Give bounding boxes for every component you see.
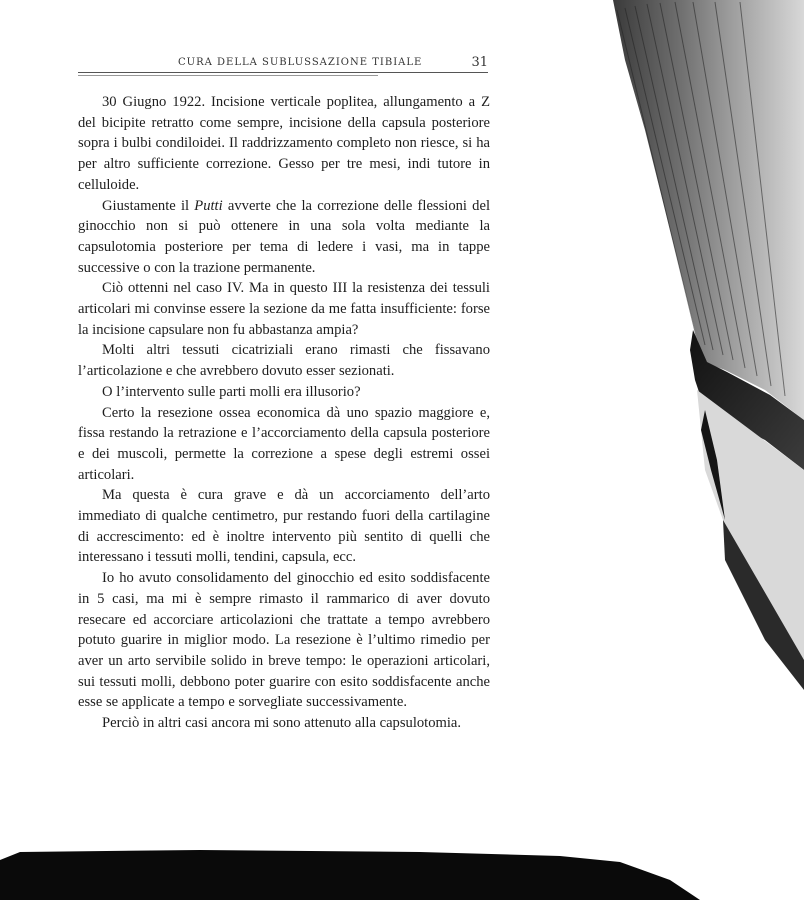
paragraph-8: Io ho avuto consolidamento del ginocchio ed esito soddisfacente in 5 casi, ma mi è sempre rimasto il rammarico di aver dovuto resecare ed accorciare articolazioni che trattate a tempo avrebbero potuto guarire in miglior modo. La resezione è l’ultimo rimedio per aver un arto servibile solido in breve tempo: le operazioni articolari, sui tessuti molli, debbono poter guarire con esito soddisfacente anche esse se applicate a tempo e sorvegliate successivamente. [78, 570, 490, 711]
paragraph-2: Giustamente il Putti avverte che la correzione delle flessioni del ginocchio non si può ottenere in una sola volta mediante la capsulotomia posteriore per tema di ledere i vasi, ma in tappe successive o con la trazione permanente. [78, 197, 491, 276]
header-rule-secondary [78, 75, 378, 76]
paragraph-7: Ma questa è cura grave e dà un accorciamento dell’arto immediato di qualche centimetro, pur restando fuori della cartilagine di accrescimento: ed è inoltre intervento più sentito di quelli che interessano i tessuti molli, tendini, capsula, ecc. [78, 487, 490, 566]
paragraph-3: Ciò ottenni nel caso IV. Ma in questo III la resistenza dei tessuli articolari mi convinse essere la sezione da me fatta insufficiente: forse la incisione capsulare non fu abbastanza ampia? [78, 280, 490, 338]
paragraph-4: Molti altri tessuti cicatriziali erano rimasti che fissavano l’articolazione e che avrebbero dovuto esser sezionati. [78, 342, 490, 380]
paragraph-6: Certo la resezione ossea economica dà uno spazio maggiore e, fissa restando la retrazione e l’accorciamento della capsula posteriore e dei muscoli, permette la correzione a spese degli estremi ossei articolari. [78, 404, 490, 483]
paragraph-5: O l’intervento sulle parti molli era illusorio? [102, 383, 361, 400]
scan-bottom-shadow [0, 830, 804, 900]
running-head-title: CURA DELLA SUBLUSSAZIONE TIBIALE [178, 57, 423, 68]
paragraph-9: Perciò in altri casi ancora mi sono attenuto alla capsulotomia. [102, 715, 462, 732]
paragraph-1: 30 Giugno 1922. Incisione verticale poplitea, allungamento a Z del bicipite retratto come sempre, incisione della capsula posteriore sopra i bulbi condiloidei. Il raddrizzamento completo non riesce, si ha per altro sufficiente correzione. Gesso per tre mesi, indi tutore in celluloide. [78, 94, 490, 193]
scan-page-edge [605, 0, 804, 900]
header-rule [78, 72, 488, 73]
body-text [78, 92, 490, 734]
cited-author: Putti [194, 197, 223, 214]
page-number: 31 [471, 55, 488, 70]
